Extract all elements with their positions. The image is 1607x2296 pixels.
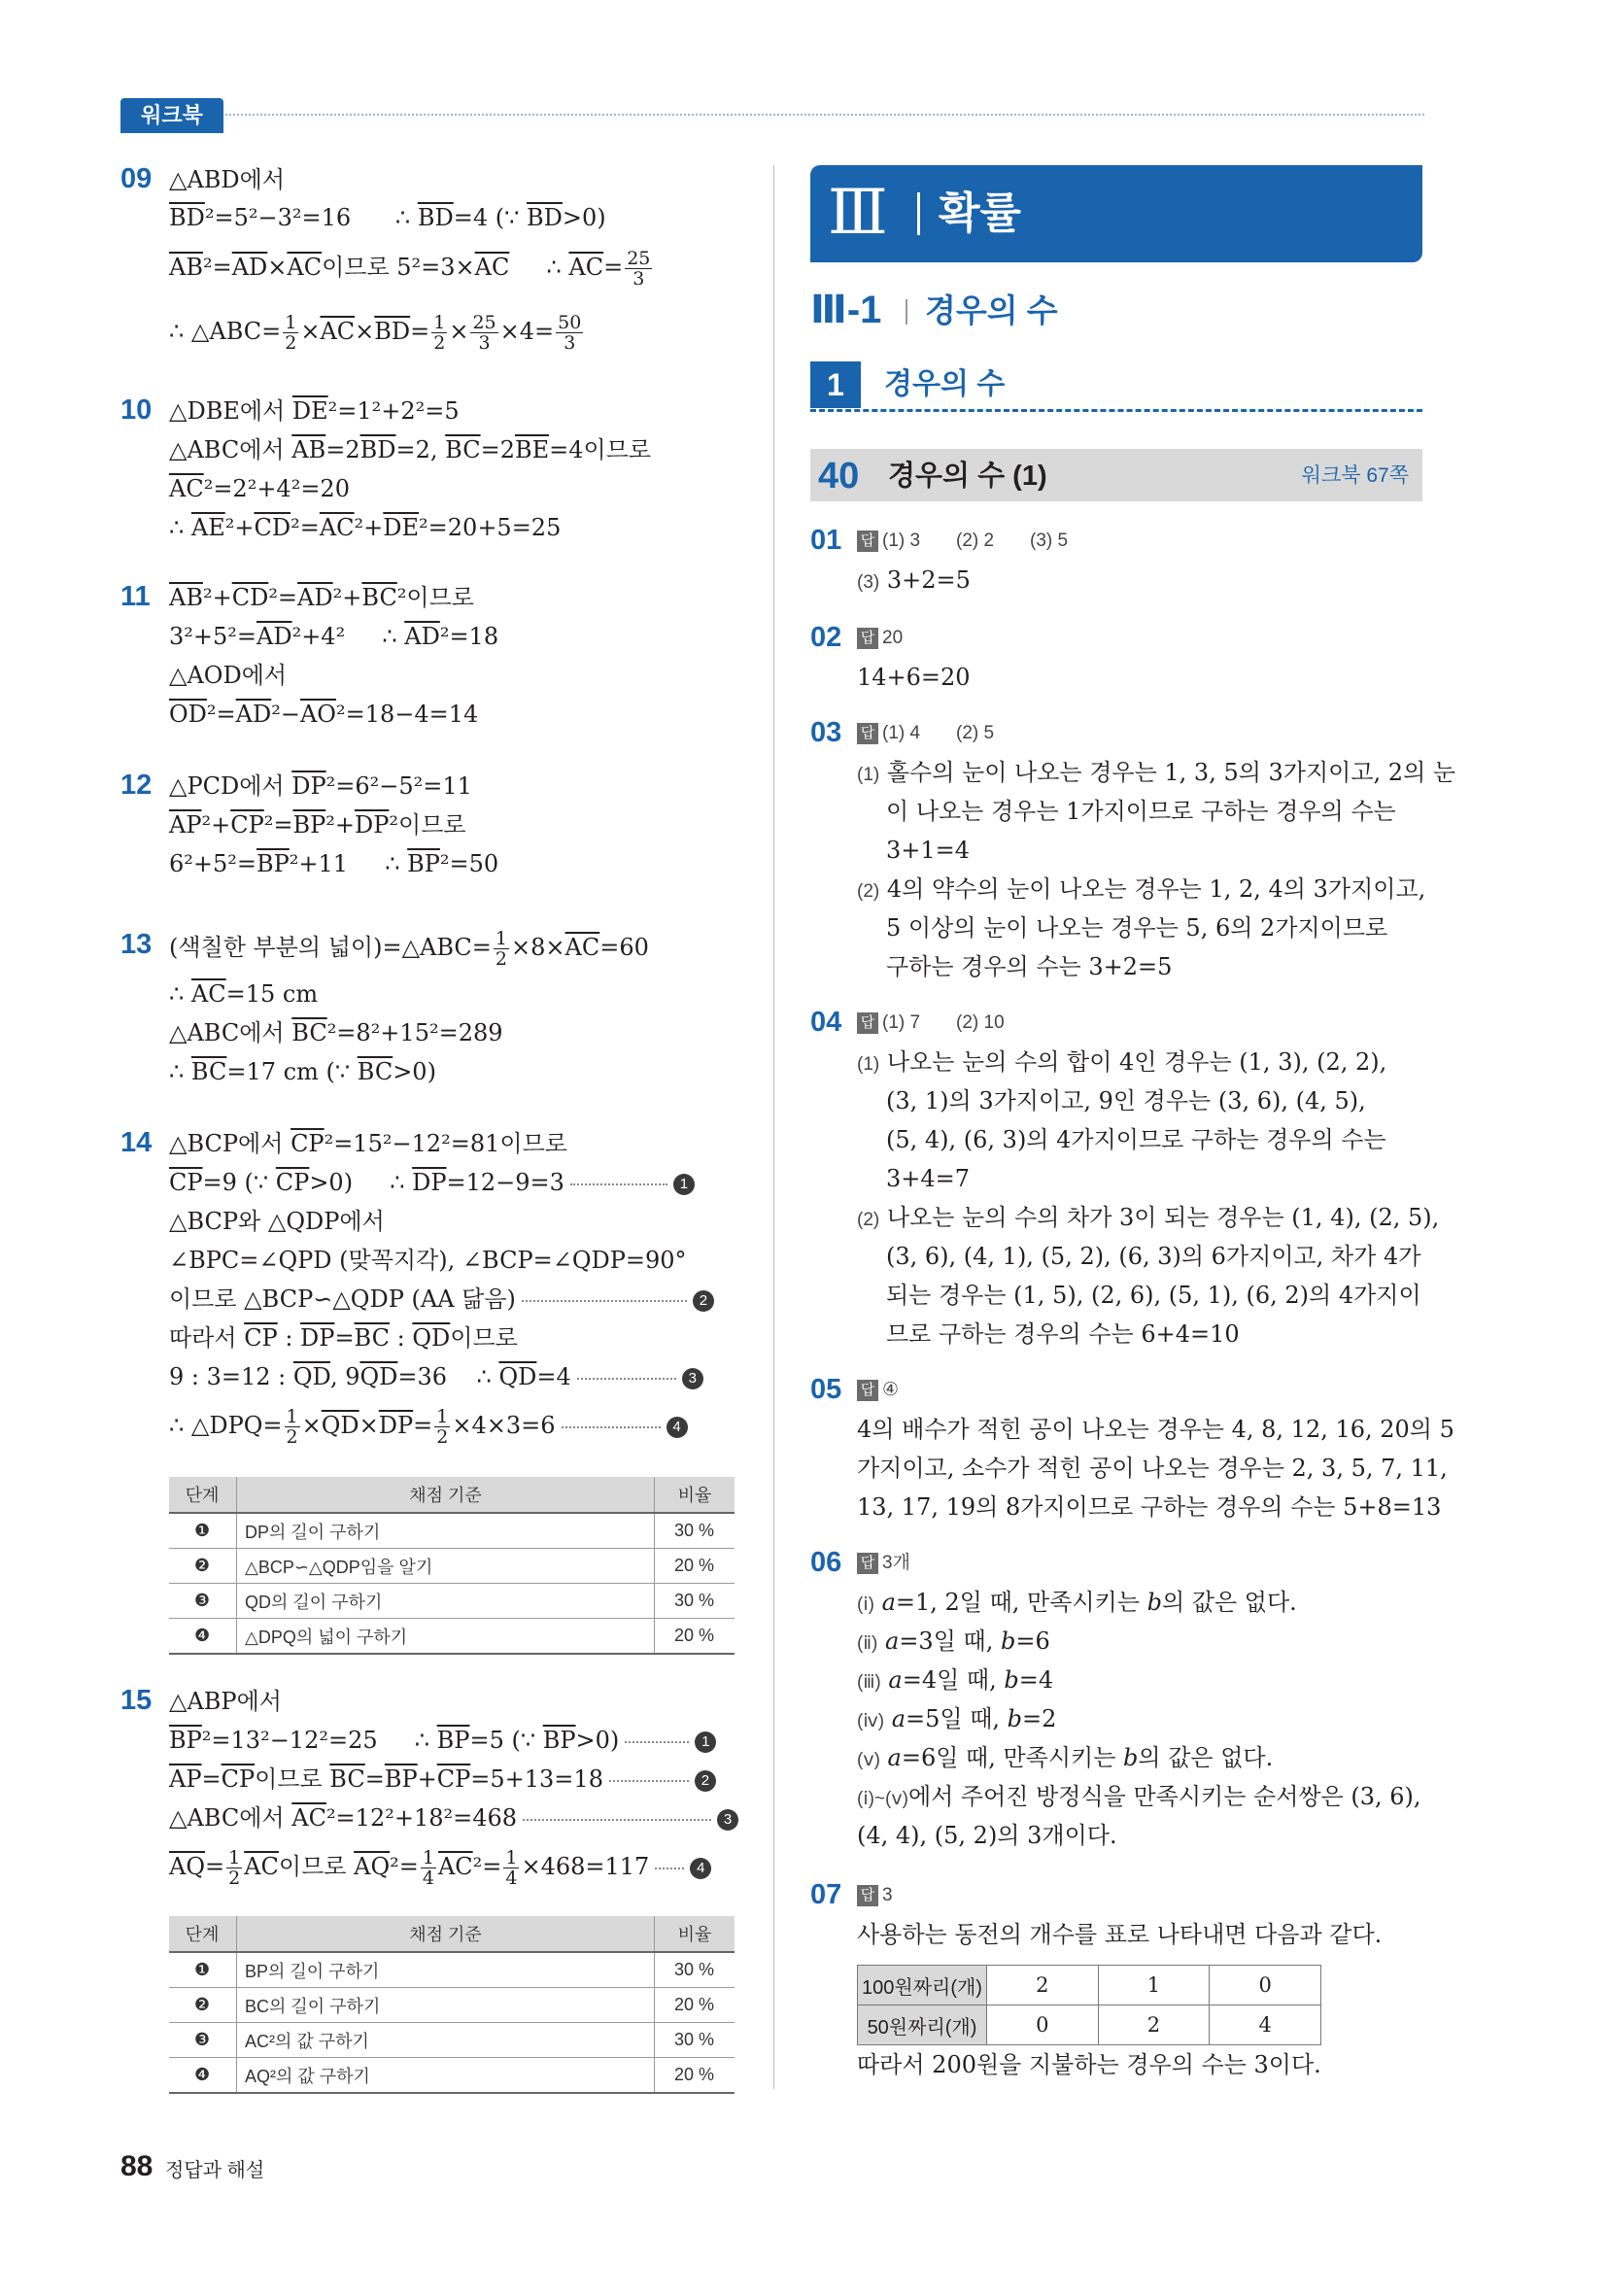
answer-line: (3, 1)의 3가지이고, 9인 경우는 (3, 6), (4, 5), [886, 1087, 1366, 1114]
ratio-cell: 30 % [655, 2023, 735, 2058]
step-cell: ❸ [169, 1584, 237, 1619]
chapter-title: 경우의 수 [925, 292, 1058, 328]
answer-line: (2) 나오는 눈의 수의 차가 3이 되는 경우는 (1, 4), (2, 5), [857, 1204, 1440, 1231]
answer-line: 답 (1) 7 (2) 10 [857, 1009, 1005, 1038]
answer-line: △PCD에서 $\overline{DP}^2=6^2-5^2=11$ [169, 772, 472, 800]
problem-number: 13 [120, 929, 153, 960]
answer-line: (ⅰ)~(ⅴ)에서 주어진 방정식을 만족시키는 순서쌍은 (3, 6), [857, 1783, 1421, 1810]
answer-line: 구하는 경우의 수는 3+2=5 [886, 953, 1173, 980]
ratio-cell: 20 % [655, 1988, 735, 2023]
table-cell: 4 [1210, 2005, 1321, 2045]
answer-line: 답 3개 [857, 1549, 910, 1578]
answer-line: (ⅴ) a=6일 때, 만족시키는 b의 값은 없다. [857, 1744, 1274, 1771]
answer-line: 따라서 200원을 지불하는 경우의 수는 3이다. [857, 2051, 1321, 2078]
answer-line: ∴ △DPQ= $\frac{1}{2}$ $\times\overline{QD}\times\overline{DP}=$ $\frac{1}{2}$ ×4×3=6 4 [169, 1407, 688, 1447]
answer-line: 답 3 [857, 1881, 893, 1910]
answer-line: (ⅱ) a=3일 때, b=6 [857, 1628, 1050, 1655]
answer-line: (1) 나오는 눈의 수의 합이 4인 경우는 (1, 3), (2, 2), [857, 1048, 1387, 1076]
answer-line: $\overline{OD}^2=\overline{AD}^2-\overline{AO}^2=18-4=14$ [169, 701, 479, 728]
scoring-table-14 [169, 1477, 735, 1655]
table-row [169, 2058, 735, 2094]
answer-line: △ABC에서 $\overline{BC}^2=8^2+15^2=289$ [169, 1019, 503, 1046]
section-title: 경우의 수 [884, 368, 1006, 400]
answer-line: (3) 3+2=5 [857, 566, 971, 594]
chapter-divider [906, 299, 907, 325]
answer-line: △ABD에서 [169, 166, 286, 193]
problem-number: 14 [120, 1127, 153, 1158]
table-cell: 0 [1210, 1966, 1321, 2005]
problem-number: 10 [120, 394, 153, 426]
section-rule [810, 409, 1422, 412]
answer-line: △BCP와 △QDP에서 [169, 1208, 385, 1235]
problem-number: 01 [810, 525, 842, 556]
answer-line: 가지이고, 소수가 적힌 공이 나오는 경우는 2, 3, 5, 7, 11, [857, 1455, 1448, 1482]
answer-line: 되는 경우는 (1, 5), (2, 6), (5, 1), (6, 2)의 4가지이 [886, 1282, 1421, 1309]
criterion-cell: BC의 길이 구하기 [237, 1988, 655, 2023]
answer-line: △ABP에서 [169, 1688, 282, 1715]
criterion-cell: AC²의 값 구하기 [237, 2023, 655, 2058]
lesson-number: 40 [818, 456, 860, 497]
answer-line: 이므로 △BCP∽△QDP (AA 닮음) 2 [169, 1285, 714, 1314]
answer-line: (4, 4), (5, 2)의 3개이다. [857, 1822, 1117, 1849]
table-header: 채점 기준 [237, 1916, 655, 1952]
answer-line: ∴ $\overline{AC}=15$ cm [169, 980, 319, 1008]
table-header: 단계 [169, 1477, 237, 1513]
workbook-reference: 워크북 67쪽 [1301, 464, 1409, 487]
ratio-cell: 30 % [655, 1584, 735, 1619]
answer-line: $\overline{AC}^2=2^2+4^2=20$ [169, 475, 350, 502]
step-cell: ❶ [169, 1952, 237, 1988]
unit-banner [810, 165, 1422, 262]
answer-line: △BCP에서 $\overline{CP}^2=15^2-12^2=81$이므로 [169, 1130, 567, 1157]
answer-line: ∴ △ABC= $\frac{1}{2}$ $\times\overline{AC}\times\overline{BD}=$ $\frac{1}{2}$ × $\frac{25}{3}$ ×4= $\frac{50}{3}$ [169, 312, 582, 354]
answer-line: (2) 4의 약수의 눈이 나오는 경우는 1, 2, 4의 3가지이고, [857, 875, 1426, 903]
answer-line: 답 (1) 3 (2) 2 (3) 5 [857, 527, 1068, 556]
problem-number: 06 [810, 1547, 842, 1578]
ratio-cell: 30 % [655, 1513, 735, 1549]
answer-line: ∴ $\overline{AE}^2+\overline{CD}^2=\overline{AC}^2+\overline{DE}^2=20+5=25$ [169, 514, 562, 541]
criterion-cell: DP의 길이 구하기 [237, 1513, 655, 1549]
answer-line: $\overline{AP}=\overline{CP}$이므로 $\overline{BC}=\overline{BP}+\overline{CP}=5+13=18$ 2 [169, 1765, 716, 1794]
problem-number: 07 [810, 1879, 842, 1910]
problem-number: 09 [120, 163, 153, 194]
row-label: 100원짜리(개) [858, 1966, 987, 2005]
workbook-tag: 워크북 [120, 98, 223, 133]
table-header: 단계 [169, 1916, 237, 1952]
row-label: 50원짜리(개) [858, 2005, 987, 2045]
answer-line: 이 나오는 경우는 1가지이므로 구하는 경우의 수는 [886, 798, 1396, 825]
answer-line: $\overline{AB}^2+\overline{CD}^2=\overline{AD}^2+\overline{BC}^2$이므로 [169, 584, 474, 611]
answer-line: 답 ④ [857, 1376, 899, 1405]
unit-divider [917, 192, 920, 235]
answer-line: $\overline{BP}^2=13^2-12^2=25$ ∴ $\overline{BP}=5$ (∵ $\overline{BP}>0$) 1 [169, 1726, 733, 1755]
answer-line: $3^2+5^2=\overline{AD}^2+4^2$ ∴ $\overline{AD}^2=18$ [169, 623, 499, 650]
ratio-cell: 20 % [655, 2058, 735, 2094]
answer-line: (색칠한 부분의 넓이)=△ABC= $\frac{1}{2}$ $\times 8\times\overline{AC}=60$ [169, 928, 649, 970]
answer-line: ∠BPC=∠QPD (맞꼭지각), ∠BCP=∠QDP=90° [169, 1247, 687, 1274]
answer-line: △ABC에서 $\overline{AB}=2\overline{BD}=2$, $\overline{BC}=2\overline{BE}=4$이므로 [169, 436, 652, 463]
problem-number: 04 [810, 1007, 842, 1038]
ratio-cell: 20 % [655, 1619, 735, 1655]
answer-line: 답 (1) 4 (2) 5 [857, 719, 994, 748]
answer-line: (5, 4), (6, 3)의 4가지이므로 구하는 경우의 수는 [886, 1126, 1386, 1153]
answer-line: 14+6=20 [857, 664, 971, 691]
answer-line: 사용하는 동전의 개수를 표로 나타내면 다음과 같다. [857, 1921, 1383, 1948]
answer-line: $\overline{AP}^2+\overline{CP}^2=\overline{BP}^2+\overline{DP}^2$이므로 [169, 811, 466, 839]
answer-line: (ⅳ) a=5일 때, b=2 [857, 1705, 1057, 1732]
step-cell: ❸ [169, 2023, 237, 2058]
criterion-cell: BP의 길이 구하기 [237, 1952, 655, 1988]
step-cell: ❹ [169, 2058, 237, 2094]
answer-line: (ⅰ) a=1, 2일 때, 만족시키는 b의 값은 없다. [857, 1589, 1297, 1616]
table-header: 비율 [655, 1477, 735, 1513]
answer-line: 13, 17, 19의 8가지이므로 구하는 경우의 수는 5+8=13 [857, 1493, 1442, 1521]
answer-line: 3+4=7 [886, 1165, 971, 1192]
criterion-cell: △BCP∽△QDP임을 알기 [237, 1549, 655, 1584]
answer-line: 따라서 $\overline{CP}$ : $\overline{DP}=\overline{BC}$ : $\overline{QD}$이므로 [169, 1324, 518, 1352]
table-row [858, 2005, 1321, 2045]
answer-line: $\overline{AB}^2=\overline{AD}\times\overline{AC}$이므로 $5^2=3\times\overline{AC}$ ∴ $\overline{AC}=$ $\frac{25}{3}$ [169, 248, 651, 290]
answer-line: (1) 홀수의 눈이 나오는 경우는 1, 3, 5의 3가지이고, 2의 눈 [857, 759, 1456, 786]
step-cell: ❷ [169, 1549, 237, 1584]
answer-line: $6^2+5^2=\overline{BP}^2+11$ ∴ $\overline{BP}^2=50$ [169, 850, 499, 877]
table-row [169, 1619, 735, 1655]
table-cell: 2 [987, 1966, 1099, 2005]
answer-line: 9 : 3=12 : $\overline{QD}$, $9\overline{QD}=36$ ∴ $\overline{QD}=4$ 3 [169, 1362, 703, 1391]
answer-line: △AOD에서 [169, 662, 288, 689]
answer-line: (3, 6), (4, 1), (5, 2), (6, 3)의 6가지이고, 차가 4가 [886, 1243, 1421, 1270]
table-row [858, 1966, 1321, 2005]
step-cell: ❷ [169, 1988, 237, 2023]
answer-line: $\overline{AQ}=$ $\frac{1}{2}$ $\overline{AC}$이므로 $\overline{AQ}^2=$ $\frac{1}{4}$ $\overline{AC}^2=$ $\frac{1}{4}$ ×468=117 4 [169, 1848, 711, 1888]
criterion-cell: QD의 길이 구하기 [237, 1584, 655, 1619]
problem-number: 02 [810, 622, 842, 653]
problem-number: 03 [810, 717, 842, 748]
answer-line: 3+1=4 [886, 837, 971, 864]
table-row [169, 1513, 735, 1549]
page-number: 88 [120, 2150, 154, 2182]
problem-number: 12 [120, 770, 153, 801]
table-header: 채점 기준 [237, 1477, 655, 1513]
step-cell: ❶ [169, 1513, 237, 1549]
ratio-cell: 30 % [655, 1952, 735, 1988]
lesson-band [810, 449, 1422, 501]
answer-line: (ⅲ) a=4일 때, b=4 [857, 1666, 1054, 1694]
ratio-cell: 20 % [655, 1549, 735, 1584]
table-cell: 0 [987, 2005, 1099, 2045]
section-number-box: 1 [810, 361, 861, 408]
table-cell: 2 [1098, 2005, 1210, 2045]
problem-number: 15 [120, 1685, 153, 1716]
criterion-cell: △DPQ의 넓이 구하기 [237, 1619, 655, 1655]
criterion-cell: AQ²의 값 구하기 [237, 2058, 655, 2094]
header-rule [225, 114, 1424, 116]
table-row [169, 1988, 735, 2023]
answer-line: △DBE에서 $\overline{DE}^2=1^2+2^2=5$ [169, 397, 460, 425]
book-title: 정답과 해설 [165, 2160, 265, 2181]
unit-title: 확률 [939, 189, 1022, 237]
coin-table [857, 1965, 1321, 2045]
step-cell: ❹ [169, 1619, 237, 1655]
problem-number: 11 [120, 581, 151, 612]
problem-number: 05 [810, 1374, 842, 1405]
table-cell: 1 [1098, 1966, 1210, 2005]
answer-line: $\overline{BD}^2=5^2-3^2=16$ ∴ $\overline{BD}=4$ (∵ $\overline{BD}>0$) [169, 204, 606, 231]
table-row [169, 1584, 735, 1619]
lesson-title: 경우의 수 (1) [888, 461, 1047, 492]
unit-roman: Ⅲ [828, 177, 888, 249]
answer-line: 답 20 [857, 624, 903, 653]
chapter-number: Ⅲ-1 [810, 289, 882, 331]
table-header: 비율 [655, 1916, 735, 1952]
answer-line: 5 이상의 눈이 나오는 경우는 5, 6의 2가지이므로 [886, 914, 1388, 942]
answer-line: △ABC에서 $\overline{AC}^2=12^2+18^2=468$ 3 [169, 1803, 738, 1833]
table-row [169, 1549, 735, 1584]
answer-line: ∴ $\overline{BC}=17$ cm (∵ $\overline{BC}>0$) [169, 1058, 436, 1085]
answer-line: $\overline{CP}=9$ (∵ $\overline{CP}>0$) ∴ $\overline{DP}=12-9=3$ 1 [169, 1168, 733, 1197]
table-row [169, 1952, 735, 1988]
answer-line: 4의 배수가 적힌 공이 나오는 경우는 4, 8, 12, 16, 20의 5 [857, 1416, 1454, 1443]
column-divider [773, 165, 774, 2089]
table-row [169, 2023, 735, 2058]
scoring-table-15 [169, 1916, 735, 2094]
answer-line: 므로 구하는 경우의 수는 6+4=10 [886, 1320, 1240, 1348]
